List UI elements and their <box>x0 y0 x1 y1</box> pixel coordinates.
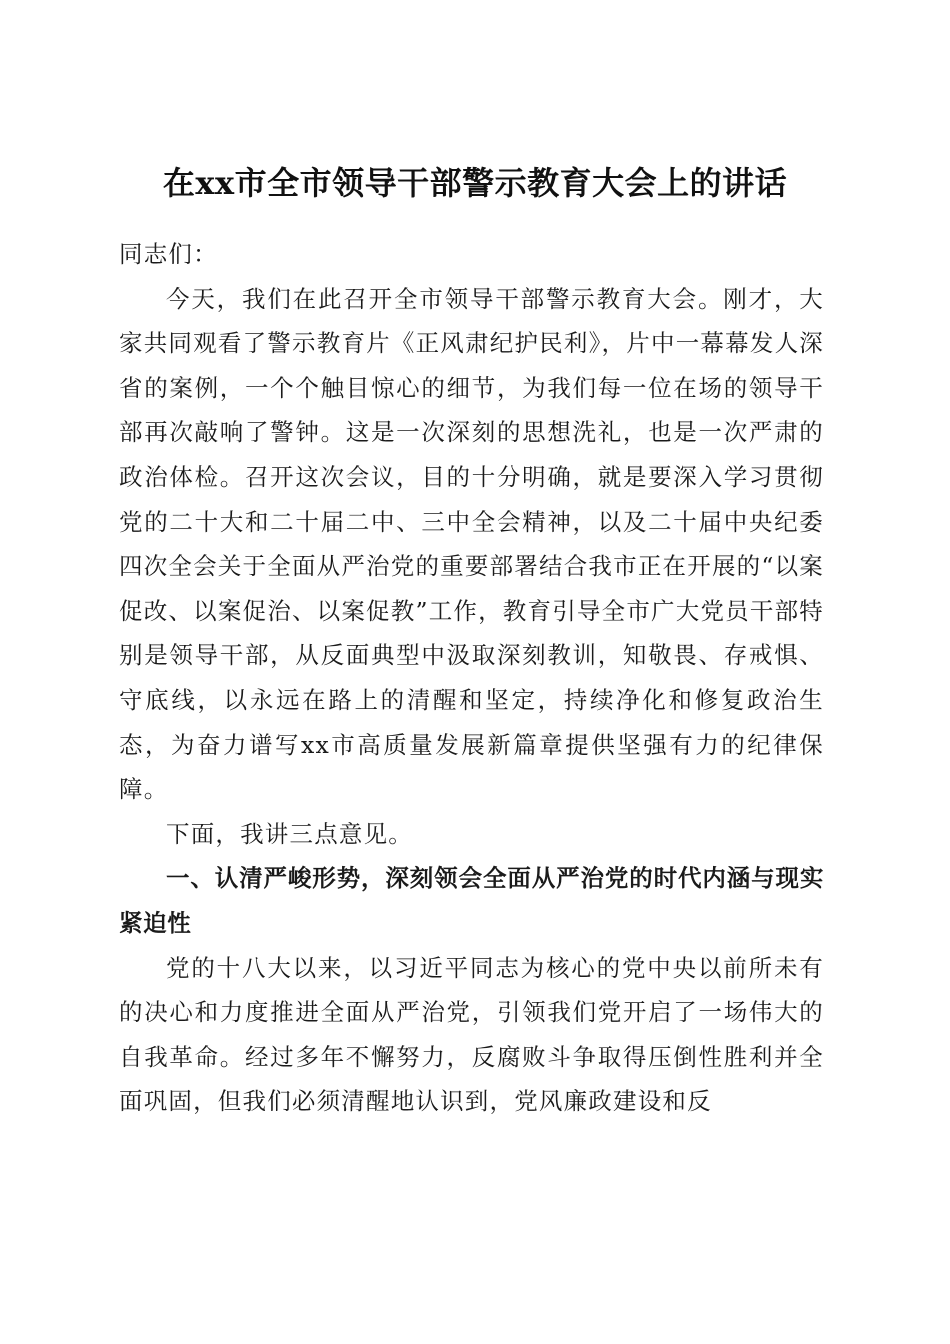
salutation: 同志们： <box>119 240 218 268</box>
document-title: 在xx市全市领导干部警示教育大会上的讲话 <box>162 164 788 203</box>
document-body <box>119 232 824 1124</box>
paragraph-intro: 今天，我们在此召开全市领导干部警示教育大会。刚才，大家共同观看了警示教育片《正风肃纪护民利》，片中一幕幕发人深省的案例，一个个触目惊心的细节，为我们每一位在场的领导干部再次敲响了警钟。这是一次深刻的思想洗礼，也是一次严肃的政治体检。召开这次会议，目的十分明确，就是要深入学习贯彻党的二十大和二十届二中、三中全会精神，以及二十届中央纪委四次全会关于全面从严治党的重要部署结合我市正在开展的“以案促改、以案促治、以案促教”工作，教育引导全市广大党员干部特别是领导干部，从反面典型中汲取深刻教训，知敬畏、存戒惧、守底线，以永远在路上的清醒和坚定，持续净化和修复政治生态，为奋力谱写xx市高质量发展新篇章提供坚强有力的纪律保障。 <box>119 284 824 804</box>
paragraph-transition: 下面，我讲三点意见。 <box>166 819 413 848</box>
section-heading-1: 一、认清严峻形势，深刻领会全面从严治党的时代内涵与现实紧迫性 <box>119 864 824 937</box>
section-1-paragraph: 党的十八大以来，以习近平同志为核心的党中央以前所未有的决心和力度推进全面从严治党，引领我们党开启了一场伟大的自我革命。经过多年不懈努力，反腐败斗争取得压倒性胜利并全面巩固，但我们必须清醒地认识到，党风廉政建设和反 <box>119 953 824 1116</box>
